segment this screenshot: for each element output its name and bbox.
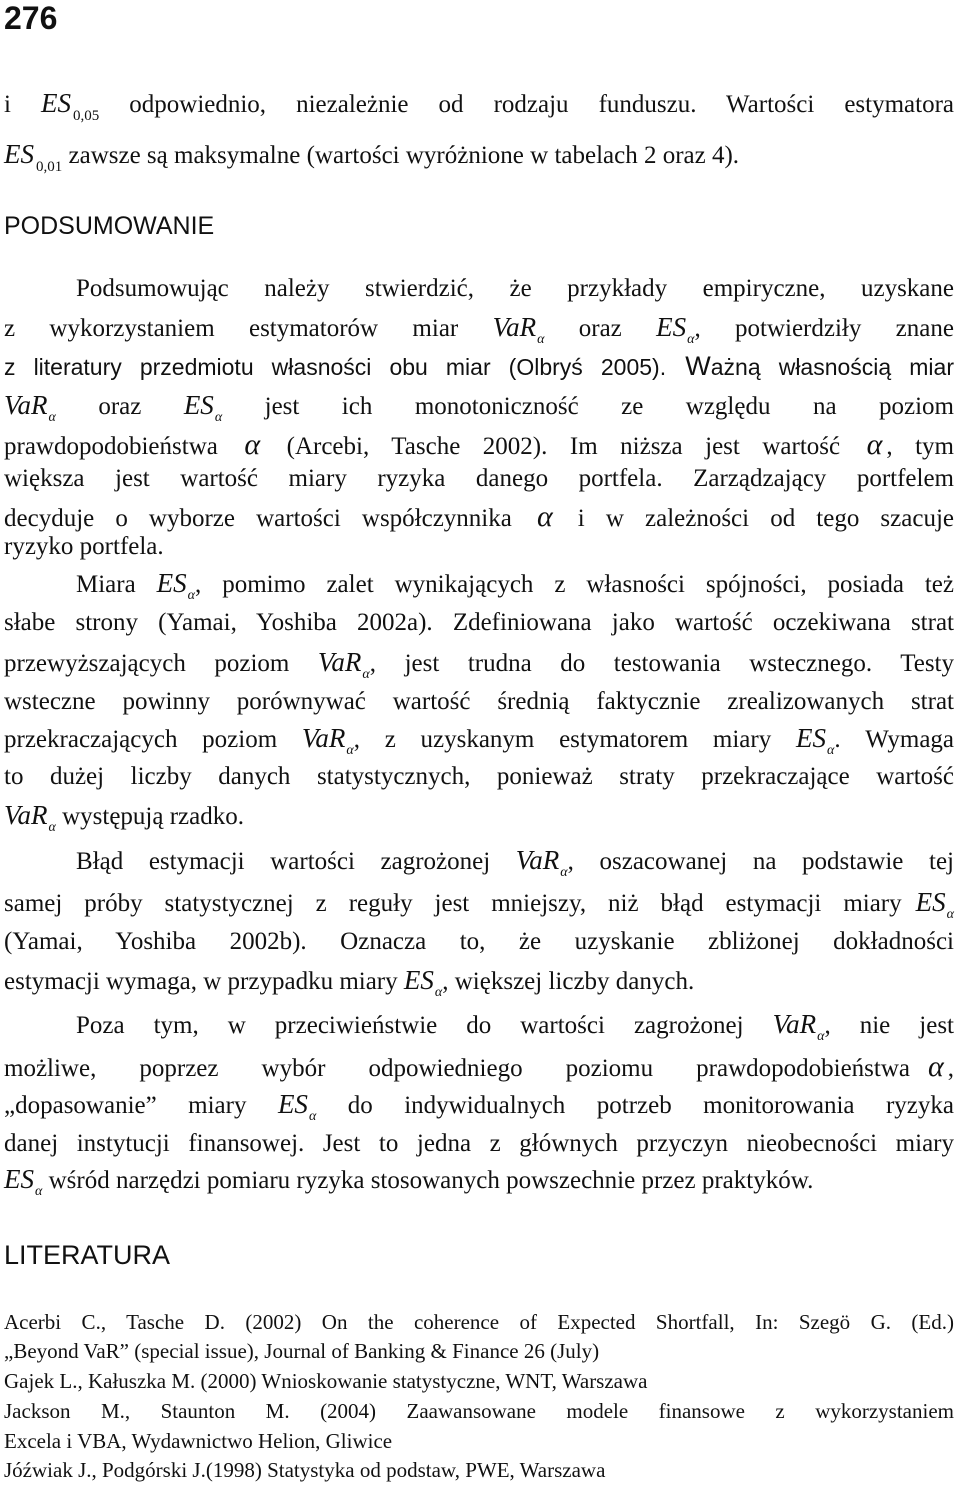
summary-line-8: ryzyko portfela. [4, 533, 164, 560]
reference-line-4: Jackson M., Staunton M. (2004) Zaawansowane modele finansowe z wykorzystaniem [4, 1399, 954, 1423]
summary-line-4: VaR$_\alpha$ oraz $ES_\alpha$ jest ich monotoniczność ze względu na poziom [4, 390, 954, 425]
es-paragraph-line-2: słabe strony (Yamai, Yoshiba 2002a). Zdefiniowana jako wartość oczekiwana strat [4, 609, 954, 636]
es-paragraph-line-5: przekraczających poziom VaR$_\alpha$, z uzyskanym estymatorem miary $ES_\alpha$. Wymaga [4, 723, 955, 758]
reference-line-5: Excela i VBA, Wydawnictwo Helion, Gliwice [4, 1429, 393, 1453]
error-paragraph-line-3: (Yamai, Yoshiba 2002b). Oznacza to, że uzyskanie zbliżonej dokładności [4, 928, 954, 955]
paragraph-intro-line-1: i ES $_{0,05}$ odpowiednio, niezależnie od rodzaju funduszu. Wartości estymatora [4, 88, 954, 124]
reference-line-2: „Beyond VaR” (special issue), Journal of Banking & Finance 26 (July) [4, 1339, 600, 1363]
summary-line-7: decyduje o wyborze wartości współczynnika α i w zależności od tego szacuje [4, 500, 954, 533]
fit-paragraph-line-2: możliwe, poprzez wybór odpowiedniego poziomu prawdopodobieństwa α , [4, 1050, 954, 1083]
paragraph-intro-line-2: ES $_{0,01}$ zawsze są maksymalne (wartości wyróżnione w tabelach 2 oraz 4). [4, 139, 740, 175]
error-paragraph-line-2: samej próby statystycznej z reguły jest mniejszy, niż błąd estymacji miary $ES_\alpha$ [4, 887, 954, 922]
section-heading-literature: LITERATURA [4, 1240, 171, 1270]
es-paragraph-line-3: przewyższających poziom VaR$_\alpha$, jest trudna do testowania wstecznego. Testy [4, 647, 954, 682]
section-heading-summary: PODSUMOWANIE [4, 212, 215, 240]
fit-paragraph-line-5: $ES_\alpha$ wśród narzędzi pomiaru ryzyka stosowanych powszechnie przez praktyków. [4, 1164, 814, 1199]
fit-paragraph-line-4: danej instytucji finansowej. Jest to jedna z głównych przyczyn nieobecności miary [4, 1130, 954, 1157]
es-paragraph-line-6: to dużej liczby danych statystycznych, ponieważ straty przekraczające wartość [4, 763, 954, 790]
error-paragraph-line-4: estymacji wymaga, w przypadku miary $ES_\alpha$, większej liczby danych. [4, 965, 695, 1000]
summary-line-5: prawdopodobieństwa α (Arcebi, Tasche 2002). Im niższa jest wartość α , tym [4, 428, 954, 461]
error-paragraph-line-1: Błąd estymacji wartości zagrożonej VaR$_\alpha$, oszacowanej na podstawie tej [76, 845, 954, 880]
es-paragraph-line-7: VaR$_\alpha$ występują rzadko. [4, 800, 244, 835]
fit-paragraph-line-3: „dopasowanie” miary $ES_\alpha$ do indywidualnych potrzeb monitorowania ryzyka [4, 1089, 954, 1124]
summary-line-6: większa jest wartość miary ryzyka danego portfela. Zarządzający portfelem [4, 465, 954, 492]
es-paragraph-line-1: Miara $ES_\alpha$, pomimo zalet wynikających z własności spójności, posiada też [76, 568, 954, 603]
summary-line-2: z wykorzystaniem estymatorów miar VaR$_\alpha$ oraz $ES_\alpha$, potwierdziły znane [4, 312, 954, 347]
es-paragraph-line-4: wsteczne powinny porównywać wartość średnią faktycznie zrealizowanych strat [4, 688, 954, 715]
summary-line-1: Podsumowując należy stwierdzić, że przykłady empiryczne, uzyskane [76, 275, 954, 302]
reference-line-1: Acerbi C., Tasche D. (2002) On the coherence of Expected Shortfall, In: Szegö G. (Ed.) [4, 1310, 954, 1334]
summary-line-3: z literatury przedmiotu własności obu miar (Olbryś 2005). Ważną własnością miar [4, 351, 954, 381]
reference-line-6: Jóźwiak J., Podgórski J.(1998) Statystyka od podstaw, PWE, Warszawa [4, 1458, 606, 1482]
page-number: 276 [4, 0, 58, 36]
reference-line-3: Gajek L., Kałuszka M. (2000) Wnioskowanie statystyczne, WNT, Warszawa [4, 1369, 648, 1393]
fit-paragraph-line-1: Poza tym, w przeciwieństwie do wartości zagrożonej VaR$_\alpha$, nie jest [76, 1009, 954, 1044]
